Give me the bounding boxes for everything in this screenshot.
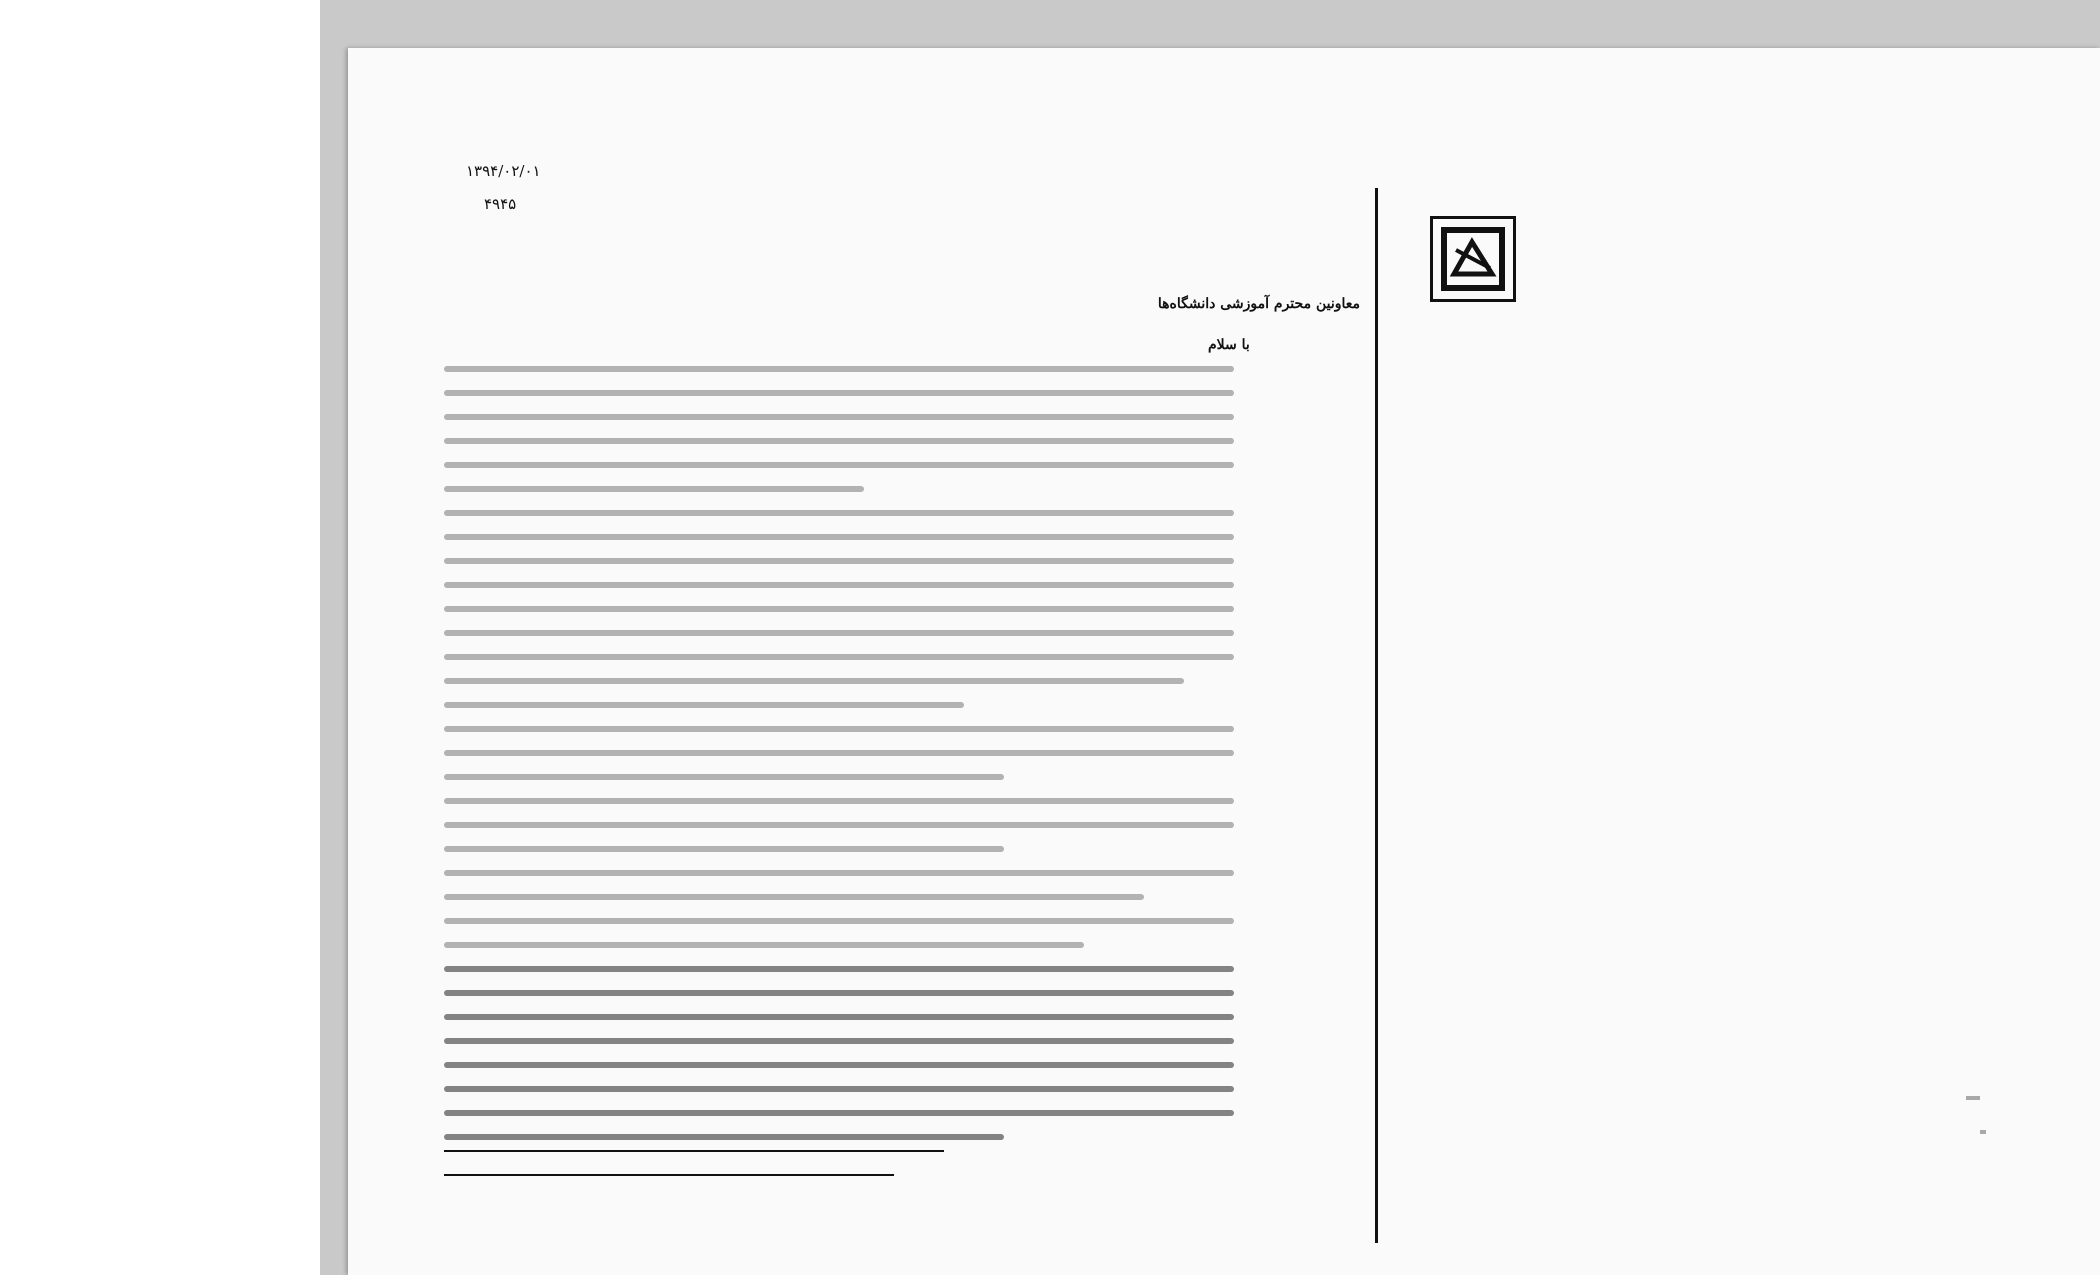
organization-emblem-icon: [1430, 216, 1516, 302]
letter-page: [348, 48, 2100, 1275]
letter-number: ۴۹۴۵: [484, 195, 517, 213]
salutation: با سلام: [1208, 337, 1250, 353]
vertical-rule: [1375, 188, 1378, 1243]
letter-date: ۱۳۹۴/۰۲/۰۱: [466, 162, 541, 180]
addressee: معاونین محترم آموزشی دانشگاه‌ها: [1157, 296, 1360, 312]
scan-mark: [1980, 1130, 1986, 1134]
scan-mark: [1966, 1096, 1980, 1100]
left-margin: [0, 0, 320, 1275]
